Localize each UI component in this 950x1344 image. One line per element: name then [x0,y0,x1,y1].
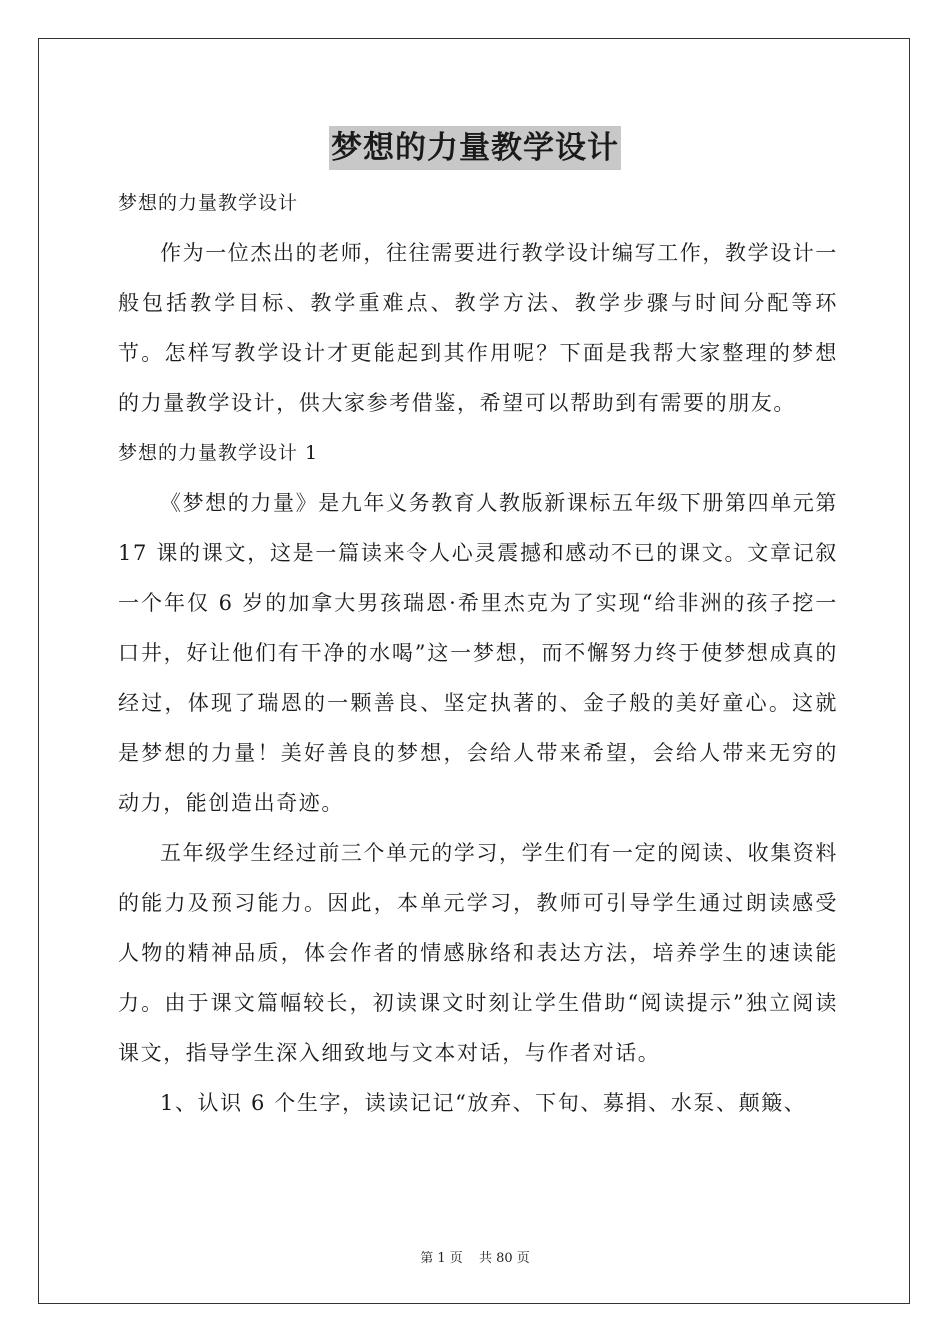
title-wrap [0,126,950,170]
page-footer [0,1247,950,1266]
document-title: 梦想的力量教学设计 [329,126,621,170]
total-pages: 共 80 页 [478,1251,530,1266]
body-paragraph-2: 五年级学生经过前三个单元的学习，学生们有一定的阅读、收集资料的能力及预习能力。因此，本单元学习，教师可引导学生通过朗读感受人物的精神品质，体会作者的情感脉络和表达方法，培养学生的速读能力。由于课文篇幅较长，初读课文时刻让学生借助“阅读提示”独立阅读课文，指导学生深入细致地与文本对话，与作者对话。 [118,841,838,1065]
section-heading: 梦想的力量教学设计 1 [118,442,319,464]
document-body [118,178,838,1128]
page-number: 第 1 页 [420,1251,463,1266]
document-subtitle: 梦想的力量教学设计 [118,192,299,214]
body-paragraph-3: 1、认识 6 个生字，读读记记“放弃、下旬、募捐、水泵、颠簸、 [160,1091,807,1115]
intro-paragraph: 作为一位杰出的老师，往往需要进行教学设计编写工作，教学设计一般包括教学目标、教学重难点、教学方法、教学步骤与时间分配等环节。怎样写教学设计才更能起到其作用呢？下面是我帮大家整理的梦想的力量教学设计，供大家参考借鉴，希望可以帮助到有需要的朋友。 [118,241,838,415]
body-paragraph-1: 《梦想的力量》是九年义务教育人教版新课标五年级下册第四单元第 17 课的课文，这是一篇读来令人心灵震撼和感动不已的课文。文章记叙一个年仅 6 岁的加拿大男孩瑞恩·希里杰克为了实现“给非洲的孩子挖一口井，好让他们有干净的水喝”这一梦想，而不懈努力终于使梦想成真的经过，体现了瑞恩的一颗善良、坚定执著的、金子般的美好童心。这就是梦想的力量！美好善良的梦想，会给人带来希望，会给人带来无穷的动力，能创造出奇迹。 [118,491,838,815]
